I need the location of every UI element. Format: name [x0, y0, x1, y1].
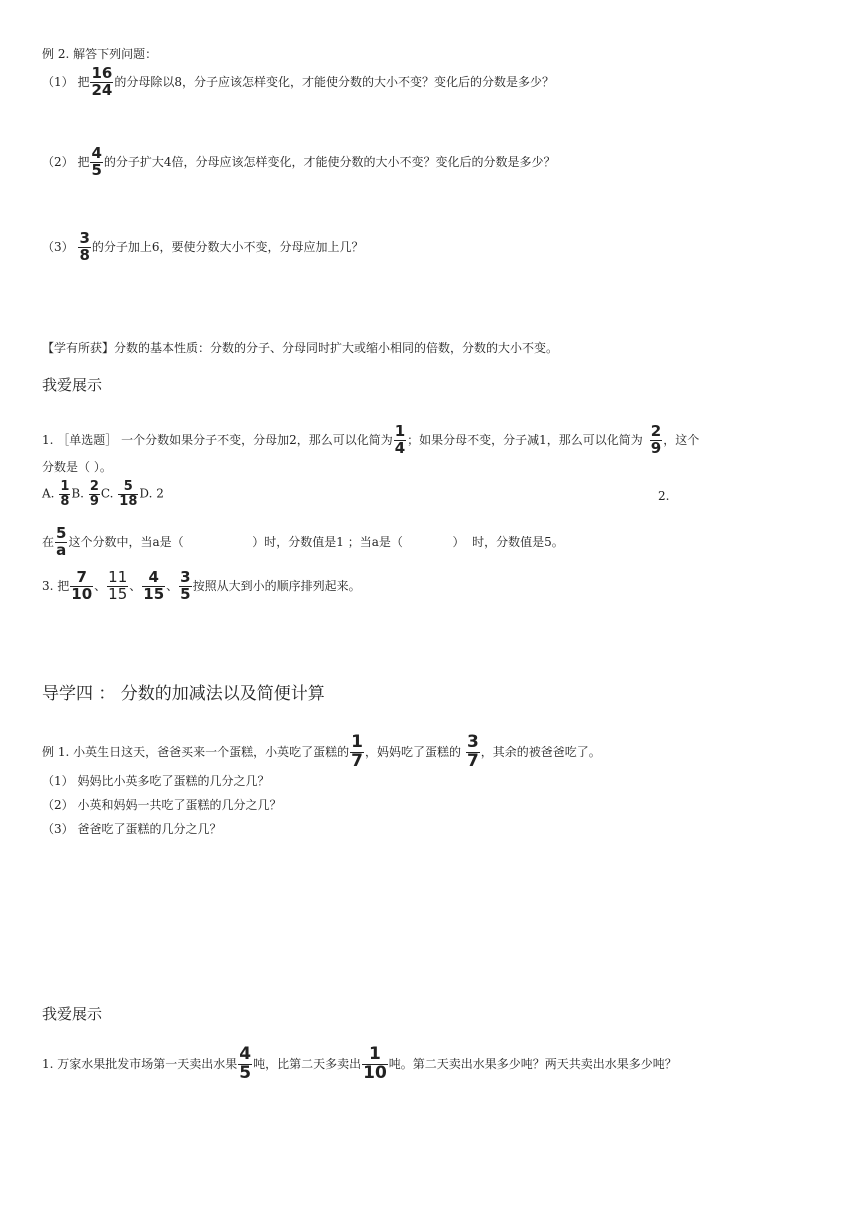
option-c-fraction — [118, 480, 138, 508]
option-b-label: B. — [71, 486, 84, 501]
example-2-question-1 — [42, 66, 554, 99]
fraction-2-9 — [650, 424, 662, 457]
denominator: 10 — [71, 584, 93, 603]
numerator: 16 — [91, 64, 113, 82]
option-a-fraction — [59, 480, 70, 508]
example-2-question-2 — [42, 146, 556, 179]
denominator: 15 — [108, 584, 128, 603]
denominator: 24 — [91, 80, 113, 99]
question-text: 把 — [77, 74, 90, 89]
fraction-3-8 — [78, 231, 90, 264]
numerator: 3 — [466, 732, 479, 752]
numerator: 4 — [91, 144, 102, 162]
denominator: 18 — [119, 493, 138, 509]
fraction-4-5-tons — [238, 1046, 252, 1083]
denominator: 7 — [351, 750, 363, 771]
denominator: 4 — [394, 438, 406, 457]
question-text: 吨，比第二天多卖出 — [253, 1056, 362, 1071]
denominator: a — [56, 540, 67, 559]
numerator: 2 — [650, 422, 662, 440]
show-question-1-line-2: 分数是（ ）。 — [42, 460, 112, 474]
fraction-7-10 — [70, 570, 93, 603]
answer-options — [42, 480, 164, 508]
numerator: 3 — [79, 229, 90, 247]
numerator: 2 — [89, 479, 99, 494]
option-c-label: C. — [100, 486, 114, 501]
example-1-question-1: （1） 妈妈比小英多吃了蛋糕的几分之几？ — [42, 774, 270, 788]
fraction-1-10-tons — [362, 1046, 388, 1083]
question-text: 1. 万家水果批发市场第一天卖出水果 — [42, 1056, 238, 1071]
denominator: 5 — [239, 1062, 252, 1083]
numerator: 5 — [56, 524, 67, 542]
section-heading-show-2: 我爱展示 — [42, 1005, 103, 1023]
denominator: 5 — [180, 584, 191, 603]
denominator: 15 — [143, 584, 165, 603]
fraction-4-15 — [142, 570, 165, 603]
example-2-title: 例 2. 解答下列问题： — [42, 47, 158, 61]
question-text: 按照从大到小的顺序排列起来。 — [192, 578, 361, 593]
question-text: 在 — [42, 534, 55, 549]
question-text: ，妈妈吃了蛋糕的 — [364, 744, 461, 759]
question-text: 吨。第二天卖出水果多少吨？两天共卖出水果多少吨？ — [388, 1056, 677, 1071]
question-text: 的分子扩大4倍，分母应该怎样变化，才能使分数的大小不变？变化后的分数是多少？ — [103, 154, 556, 169]
separator: 、 — [94, 578, 107, 593]
denominator: 5 — [91, 160, 102, 179]
option-b-fraction — [89, 480, 100, 508]
example-1-statement — [42, 734, 601, 771]
numerator: 1 — [60, 479, 70, 494]
question-number: （3） — [42, 239, 74, 254]
example-2-question-3 — [42, 231, 364, 264]
question-text: 的分母除以8，分子应该怎样变化，才能使分数的大小不变？变化后的分数是多少？ — [114, 74, 554, 89]
numerator: 4 — [142, 570, 165, 587]
example-1-question-3: （3） 爸爸吃了蛋糕的几分之几？ — [42, 822, 222, 836]
question-number-2: 2. — [658, 489, 670, 503]
question-text: 3. 把 — [42, 578, 70, 593]
fraction-16-24 — [90, 66, 113, 99]
fraction-3-5 — [179, 570, 191, 603]
question-number: （1） — [42, 74, 74, 89]
numerator: 7 — [70, 570, 93, 587]
example-1-question-2: （2） 小英和妈妈一共吃了蛋糕的几分之几？ — [42, 798, 282, 812]
question-text: ，其余的被爸爸吃了。 — [480, 744, 601, 759]
fraction-5-a — [55, 526, 67, 559]
option-a-label: A. — [42, 486, 55, 501]
denominator: 9 — [89, 493, 99, 509]
fraction-4-5 — [90, 146, 102, 179]
question-text: 这个分数中，当a是（ ）时，分数值是1 ；当a是（ ） 时，分数值是5。 — [68, 534, 564, 549]
show2-question-1 — [42, 1046, 677, 1083]
numerator: 1 — [351, 732, 363, 752]
show-question-3 — [42, 570, 361, 603]
denominator: 8 — [79, 245, 90, 264]
fraction-1-7 — [350, 734, 364, 771]
option-d-label: D. 2 — [139, 486, 164, 501]
question-text: 1. ［单选题］ 一个分数如果分子不变，分母加2，那么可以化简为 — [42, 432, 393, 447]
section-title-guide-4: 导学四 ： 分数的加减法以及简便计算 — [42, 684, 325, 704]
fraction-1-4 — [394, 424, 406, 457]
denominator: 8 — [60, 493, 70, 509]
summary-note: 【学有所获】分数的基本性质：分数的分子、分母同时扩大或缩小相同的倍数，分数的大小不变。 — [42, 341, 559, 355]
question-number: （2） — [42, 154, 74, 169]
denominator: 7 — [466, 750, 479, 771]
numerator: 1 — [362, 1046, 388, 1065]
fraction-3-7 — [466, 734, 480, 771]
question-text: ；如果分母不变，分子减1，那么可以化简为 — [407, 432, 643, 447]
denominator: 10 — [363, 1062, 387, 1083]
fraction-11-15 — [107, 570, 128, 603]
numerator: 4 — [239, 1044, 252, 1064]
show-question-1 — [42, 424, 699, 457]
numerator: 3 — [180, 568, 191, 586]
numerator: 5 — [118, 480, 138, 495]
question-text: 的分子加上6，要使分数大小不变，分母应加上几？ — [91, 239, 364, 254]
show-question-2 — [42, 526, 564, 559]
question-text: ，这个 — [663, 432, 700, 447]
denominator: 9 — [650, 438, 662, 457]
separator: 、 — [166, 578, 179, 593]
question-text: 例 1. 小英生日这天，爸爸买来一个蛋糕，小英吃了蛋糕的 — [42, 744, 350, 759]
section-heading-show: 我爱展示 — [42, 376, 103, 394]
numerator: 1 — [394, 422, 406, 440]
numerator: 11 — [108, 568, 128, 586]
separator: 、 — [129, 578, 142, 593]
question-text: 把 — [77, 154, 90, 169]
